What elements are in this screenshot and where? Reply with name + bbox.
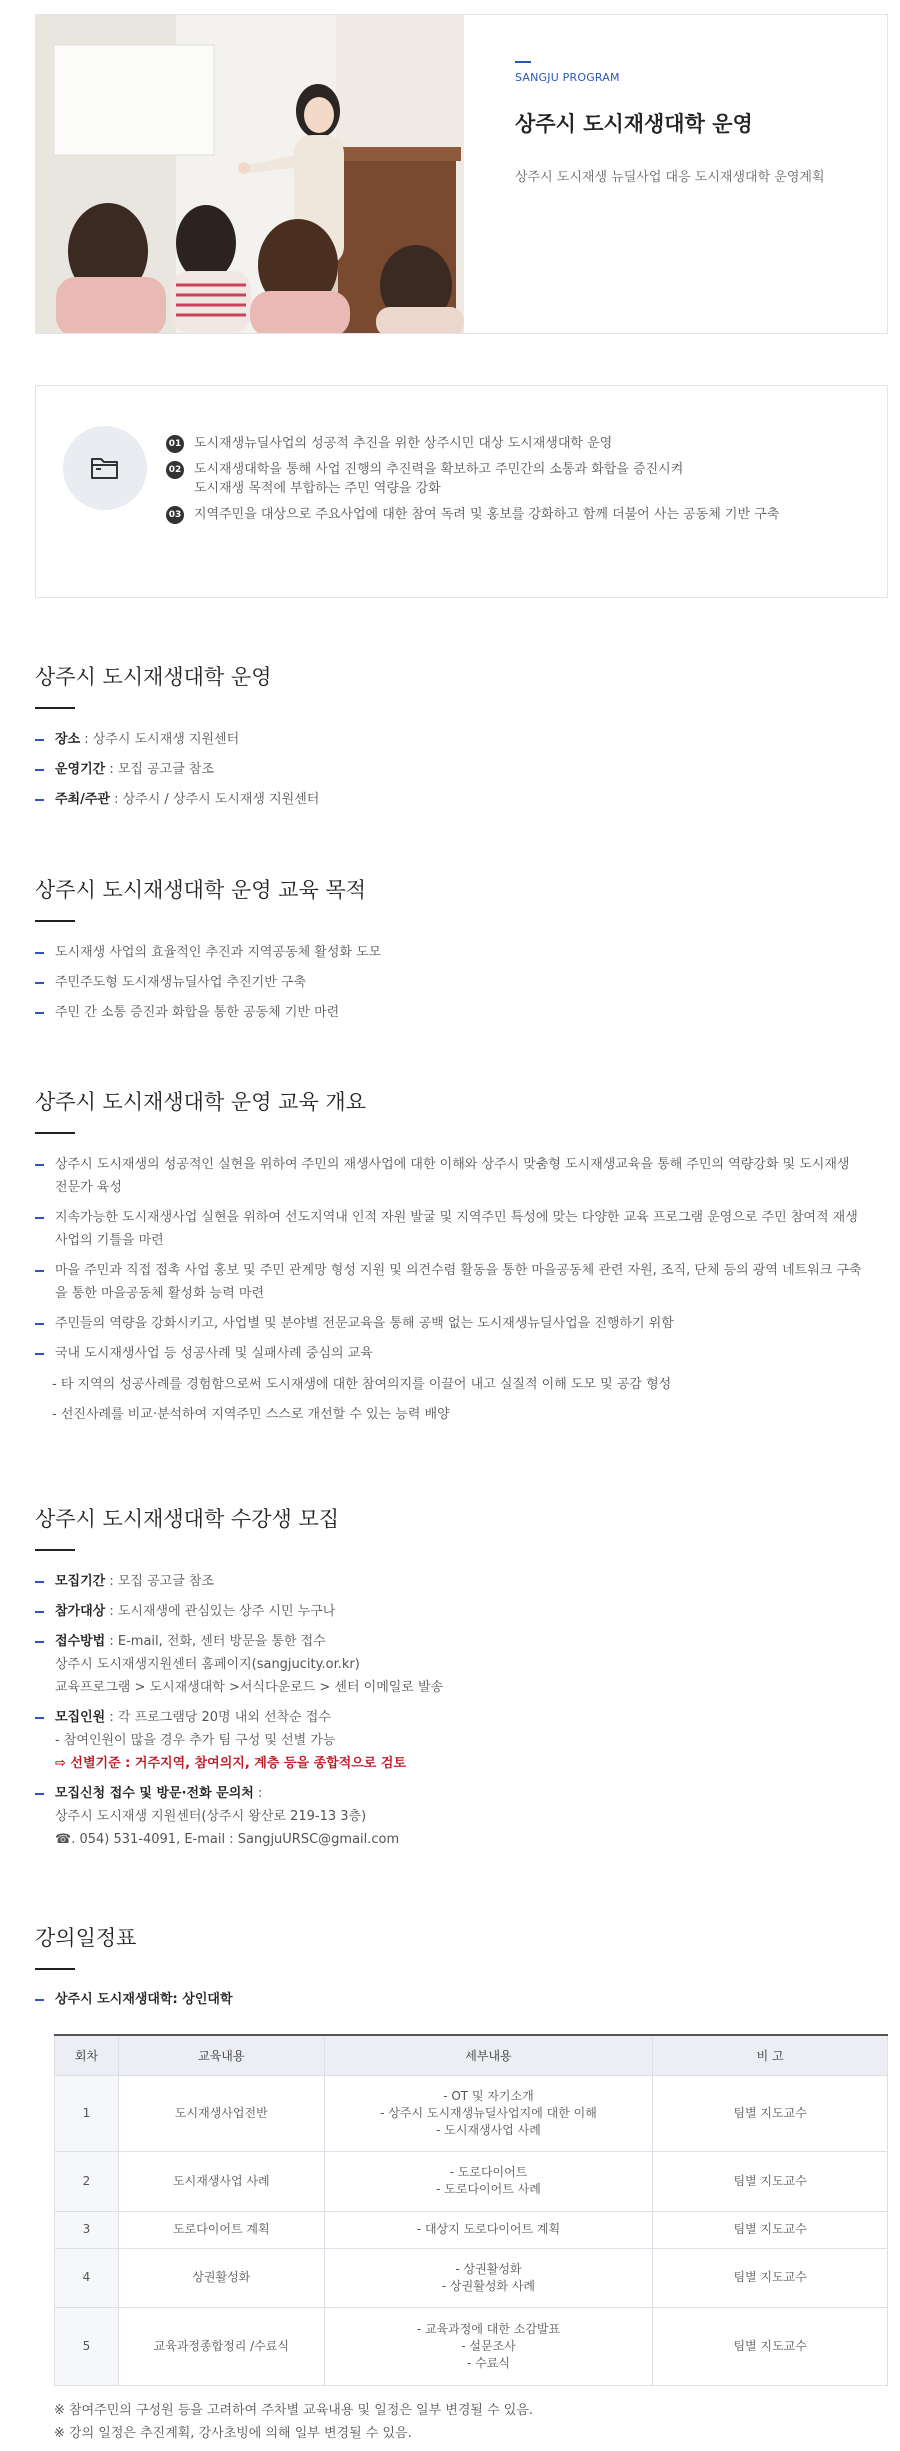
objective-item [166, 505, 866, 524]
table-row: 2 도시재생사업 사례 - 도로다이어트 - 도로다이어트 사례 팀별 지도교수 [55, 2151, 888, 2211]
table-row: 3 도로다이어트 계획 - 대상지 도로다이어트 계획 팀별 지도교수 [55, 2211, 888, 2248]
overview-item: 지속가능한 도시재생사업 실현을 위하여 선도지역내 인적 자원 발굴 및 지역주민 특성에 맞는 다양한 교육 프로그램 운영으로 주민 참여적 재생 사업의 기틀을 마련 [35, 1206, 888, 1252]
overview-item: 주민들의 역량을 강화시키고, 사업별 및 분야별 전문교육을 통해 공백 없는 도시재생뉴딜사업을 진행하기 위함 [35, 1312, 888, 1335]
purpose-section [35, 874, 888, 1031]
section-rule [35, 1549, 75, 1551]
objective-text: 지역주민을 대상으로 주요사업에 대한 참여 독려 및 홍보를 강화하고 함께 더불어 사는 공동체 기반 구축 [194, 507, 780, 522]
overview-sublist [35, 1373, 888, 1426]
schedule-note: ※ 참여주민의 구성원 등을 고려하여 주차별 교육내용 및 일정은 일부 변경될 수 있음. [54, 2403, 534, 2418]
section-rule [35, 1968, 75, 1970]
recruit-count: 모집인원 : 각 프로그램당 20명 내외 선착순 접수 - 참여인원이 많을 경우 추가 팀 구성 및 선별 가능 ⇨ 선별기준 : 거주지역, 참여의지, 계층 등을 종합적으로 검토 [35, 1706, 888, 1775]
section-title: 상주시 도시재생대학 수강생 모집 [35, 1507, 340, 1531]
section-title: 상주시 도시재생대학 운영 [35, 665, 272, 689]
section-title: 상주시 도시재생대학 운영 교육 목적 [35, 878, 366, 902]
overview-item: 상주시 도시재생의 성공적인 실현을 위하여 주민의 재생사업에 대한 이해와 상주시 맞춤형 도시재생교육을 통해 주민의 역량강화 및 도시재생 전문가 육성 [35, 1153, 888, 1199]
schedule-section [35, 1922, 888, 2018]
objective-text: 도시재생뉴딜사업의 성공적 추진을 위한 상주시민 대상 도시재생대학 운영 [194, 436, 613, 451]
objective-text: 도시재생대학을 통해 사업 진행의 추진력을 확보하고 주민간의 소통과 화합을 증진시켜 [194, 462, 684, 477]
column-header: 세부내용 [324, 2035, 653, 2075]
contact-phone-email: ☎. 054) 531-4091, E-mail : SangjuURSC@gmail.com [55, 1832, 400, 1847]
recruit-section [35, 1503, 888, 1858]
objective-number: 02 [166, 461, 184, 479]
operation-item: 장소 : 상주시 도시재생 지원센터 [35, 728, 888, 751]
objective-number: 01 [166, 435, 184, 453]
table-row: 1 도시재생사업전반 - OT 및 자기소개 - 상주시 도시재생뉴딜사업지에 대한 이해 - 도시재생사업 사례 팀별 지도교수 [55, 2075, 888, 2151]
schedule-subtitle: 상주시 도시재생대학: 상인대학 [35, 1988, 888, 2011]
accent-bar [515, 61, 531, 63]
purpose-item: 주민 간 소통 증진과 화합을 통한 공동체 기반 마련 [35, 1001, 888, 1024]
lecture-photo [36, 15, 464, 333]
purpose-item: 주민주도형 도시재생뉴딜사업 추진기반 구축 [35, 971, 888, 994]
section-rule [35, 707, 75, 709]
objective-item [166, 460, 866, 498]
recruit-target: 참가대상 : 도시재생에 관심있는 상주 시민 누구나 [35, 1600, 888, 1623]
overview-subitem: - 선진사례를 비교·분석하여 지역주민 스스로 개선할 수 있는 능력 배양 [52, 1407, 450, 1422]
folder-icon [90, 455, 120, 481]
recruit-method: 접수방법 : E-mail, 전화, 센터 방문을 통한 접수 상주시 도시재생지원센터 홈페이지(sangjucity.or.kr) 교육프로그램 > 도시재생대학 >서식다운로드 > 센터 이메일로 발송 [35, 1630, 888, 1699]
hero-text [464, 15, 887, 333]
overview-list [35, 1153, 888, 1365]
section-title: 강의일정표 [35, 1926, 137, 1950]
schedule-table-wrap [54, 2034, 888, 2386]
operation-section [35, 661, 888, 818]
operation-item: 운영기간 : 모집 공고글 참조 [35, 758, 888, 781]
purpose-list [35, 941, 888, 1024]
overview-item: 국내 도시재생사업 등 성공사례 및 실패사례 중심의 교육 [35, 1342, 888, 1365]
section-rule [35, 920, 75, 922]
overview-subitem: - 타 지역의 성공사례를 경험함으로써 도시재생에 대한 참여의지를 이끌어 내고 실질적 이해 도모 및 공감 형성 [52, 1377, 672, 1392]
operation-item: 주최/주관 : 상주시 / 상주시 도시재생 지원센터 [35, 788, 888, 811]
schedule-notes [54, 2399, 888, 2445]
schedule-table [54, 2034, 888, 2386]
overview-section [35, 1086, 888, 1433]
overview-item: 마을 주민과 직접 접촉 사업 홍보 및 주민 관계망 형성 지원 및 의견수렴 활동을 통한 마을공동체 관련 자원, 조직, 단체 등의 광역 네트워크 구축 을 통한 마을공동체 활성화 능력 마련 [35, 1259, 888, 1305]
table-row: 5 교육과정종합정리 /수료식 - 교육과정에 대한 소감발표 - 설문조사 - 수료식 팀별 지도교수 [55, 2307, 888, 2385]
table-row: 4 상권활성화 - 상권활성화 - 상권활성화 사례 팀별 지도교수 [55, 2248, 888, 2307]
objectives-box [35, 385, 888, 598]
recruit-period: 모집기간 : 모집 공고글 참조 [35, 1570, 888, 1593]
hero-title: 상주시 도시재생대학 운영 [515, 112, 753, 136]
objective-text: 도시재생 목적에 부합하는 주민 역량을 강화 [194, 481, 441, 496]
selection-criteria: ⇨ 선별기준 : 거주지역, 참여의지, 계층 등을 종합적으로 검토 [55, 1756, 407, 1771]
homepage-text: 상주시 도시재생지원센터 홈페이지(sangjucity.or.kr) [55, 1657, 360, 1672]
purpose-item: 도시재생 사업의 효율적인 추진과 지역공동체 활성화 도모 [35, 941, 888, 964]
recruit-list [35, 1570, 888, 1851]
section-title: 상주시 도시재생대학 운영 교육 개요 [35, 1090, 366, 1114]
program-hero [35, 14, 888, 334]
operation-list [35, 728, 888, 811]
contact-address: 상주시 도시재생 지원센터(상주시 왕산로 219-13 3층) [55, 1809, 367, 1824]
column-header: 회차 [55, 2035, 119, 2075]
objective-list [166, 434, 866, 531]
objective-number: 03 [166, 506, 184, 524]
schedule-note: ※ 강의 일정은 추진계획, 강사초빙에 의해 일부 변경될 수 있음. [54, 2426, 412, 2441]
column-header: 비 고 [653, 2035, 888, 2075]
hero-description: 상주시 도시재생 뉴딜사업 대응 도시재생대학 운영계획 [515, 170, 825, 185]
recruit-contact: 모집신청 접수 및 방문·전화 문의처 : 상주시 도시재생 지원센터(상주시 왕산로 219-13 3층) ☎. 054) 531-4091, E-mail : SangjuURSC@gmail.com [35, 1782, 888, 1851]
table-header-row [55, 2035, 888, 2075]
column-header: 교육내용 [118, 2035, 324, 2075]
folder-icon-badge [63, 426, 147, 510]
hero-eyebrow: SANGJU PROGRAM [515, 71, 620, 84]
section-rule [35, 1132, 75, 1134]
objective-item [166, 434, 866, 453]
download-path: 교육프로그램 > 도시재생대학 >서식다운로드 > 센터 이메일로 발송 [55, 1680, 444, 1695]
